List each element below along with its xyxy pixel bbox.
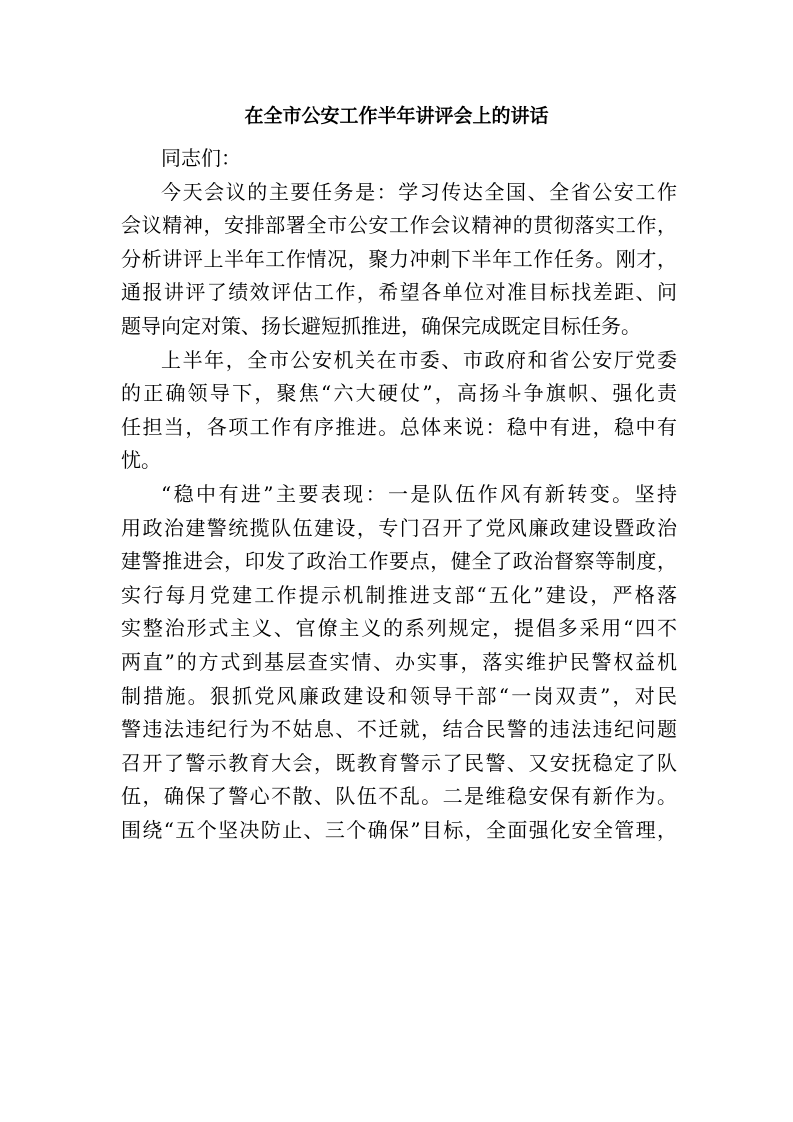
text-line: 围绕“五个坚决防止、三个确保”目标，全面强化安全管理， xyxy=(121,817,677,842)
text-line: 用政治建警统揽队伍建设，专门召开了党风廉政建设暨政治 xyxy=(121,515,677,540)
text-line: 两直”的方式到基层查实情、办实事，落实维护民警权益机 xyxy=(121,649,677,674)
text-line: 忧。 xyxy=(121,448,161,473)
text-line: 召开了警示教育大会，既教育警示了民警、又安抚稳定了队 xyxy=(121,750,677,775)
text-line: 建警推进会，印发了政治工作要点，健全了政治督察等制度， xyxy=(121,549,677,574)
text-line: 伍，确保了警心不散、队伍不乱。二是维稳安保有新作为。 xyxy=(121,784,677,809)
text-line: 实行每月党建工作提示机制推进支部“五化”建设，严格落 xyxy=(121,582,677,607)
text-line: 任担当，各项工作有序推进。总体来说：稳中有进，稳中有 xyxy=(121,414,677,439)
text-line: “稳中有进”主要表现：一是队伍作风有新转变。坚持 xyxy=(161,481,677,506)
text-line: 实整治形式主义、官僚主义的系列规定，提倡多采用“四不 xyxy=(121,616,677,641)
document-title: 在全市公安工作半年讲评会上的讲话 xyxy=(244,105,549,127)
text-line: 上半年，全市公安机关在市委、市政府和省公安厅党委 xyxy=(161,347,677,372)
text-line: 今天会议的主要任务是：学习传达全国、全省公安工作 xyxy=(161,179,677,204)
document-body xyxy=(121,142,677,847)
text-line: 警违法违纪行为不姑息、不迁就，结合民警的违法违纪问题 xyxy=(121,717,677,742)
text-line: 会议精神，安排部署全市公安工作会议精神的贯彻落实工作， xyxy=(121,213,677,238)
text-line: 同志们： xyxy=(161,146,241,170)
text-line: 通报讲评了绩效评估工作，希望各单位对准目标找差距、问 xyxy=(121,280,677,305)
text-line: 题导向定对策、扬长避短抓推进，确保完成既定目标任务。 xyxy=(121,313,641,338)
text-line: 分析讲评上半年工作情况，聚力冲刺下半年工作任务。刚才， xyxy=(121,246,677,271)
text-line: 的正确领导下，聚焦“六大硬仗”，高扬斗争旗帜、强化责 xyxy=(121,381,677,406)
text-line: 制措施。狠抓党风廉政建设和领导干部“一岗双责”，对民 xyxy=(121,683,677,708)
